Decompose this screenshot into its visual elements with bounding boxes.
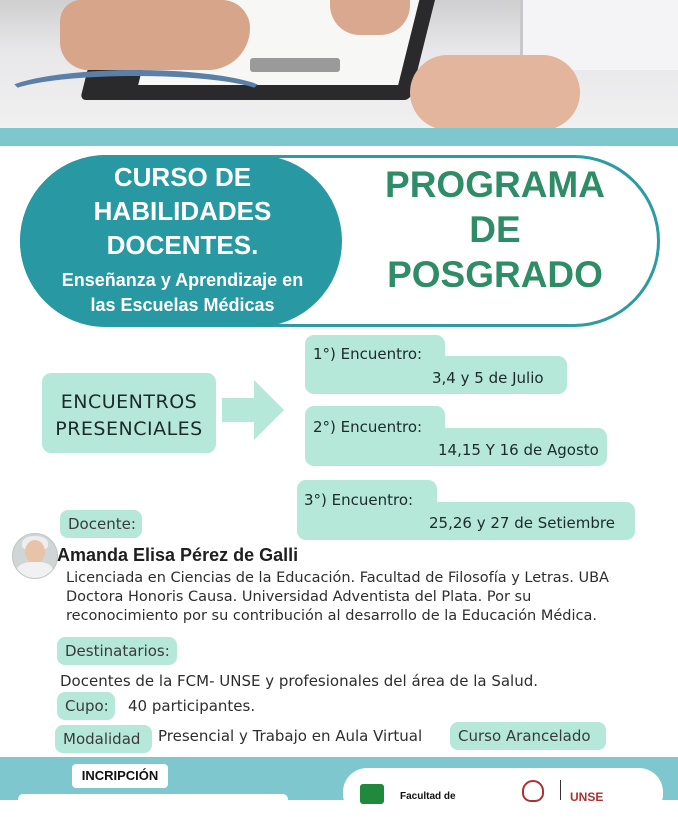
encuentro-3-dates: 25,26 y 27 de Setiembre: [429, 514, 615, 532]
program-title-line: POSGRADO: [387, 254, 603, 295]
right-arrow-icon: [222, 380, 284, 440]
faculty-logo-icon: [360, 784, 384, 804]
cupo-label: Cupo:: [57, 692, 115, 720]
course-title: [30, 160, 335, 318]
unse-logo-text: UNSE: [570, 790, 604, 804]
faculty-logo-text: Facultad de: [400, 791, 456, 802]
encuentros-label-line: ENCUENTROS: [60, 391, 198, 413]
encuentro-3-title: 3°) Encuentro:: [304, 491, 414, 509]
modalidad-label: Modalidad: [55, 725, 152, 753]
clipboard-clip: [250, 58, 340, 72]
encuentros-label-line: PRESENCIALES: [55, 418, 203, 440]
encuentro-2-title: 2°) Encuentro:: [313, 418, 423, 436]
docente-bio: [66, 569, 666, 626]
program-title-line: PROGRAMA: [385, 164, 605, 205]
stethoscope: [0, 70, 272, 122]
top-band: [0, 128, 678, 146]
destinatarios-text: Docentes de la FCM- UNSE y profesionales del área de la Salud.: [60, 672, 538, 690]
course-title-line: HABILIDADES: [93, 196, 272, 226]
cupo-text: 40 participantes.: [128, 697, 256, 715]
fee-badge: Curso Arancelado: [450, 722, 606, 750]
program-title: [360, 162, 630, 297]
course-subtitle-line: Enseñanza y Aprendizaje en: [61, 270, 304, 290]
course-title-line: CURSO DE: [113, 162, 252, 192]
docente-bio-line: Doctora Honoris Causa. Universidad Adventista del Plata. Por su: [66, 589, 532, 605]
docente-name: Amanda Elisa Pérez de Galli: [57, 545, 299, 565]
inscripcion-button[interactable]: INCRIPCIÓN: [72, 764, 168, 788]
doctor-hand: [60, 0, 250, 70]
destinatarios-label: Destinatarios:: [57, 637, 177, 665]
docente-label: Docente:: [60, 510, 142, 538]
modalidad-text: Presencial y Trabajo en Aula Virtual: [158, 727, 423, 745]
course-title-line: DOCENTES.: [106, 230, 259, 260]
logos-panel: [343, 768, 663, 818]
inscripcion-link-bar[interactable]: [18, 794, 288, 804]
encuentro-2-dates: 14,15 Y 16 de Agosto: [438, 441, 599, 459]
encuentro-1-title: 1°) Encuentro:: [313, 345, 423, 363]
logo-divider: [560, 780, 561, 800]
course-subtitle-line: las Escuelas Médicas: [90, 295, 275, 315]
docente-bio-line: Licenciada en Ciencias de la Educación. Facultad de Filosofía y Letras. UBA: [66, 570, 609, 586]
docente-bio-line: reconocimiento por su contribución al desarrollo de la Educación Médica.: [66, 608, 597, 624]
encuentro-1-dates: 3,4 y 5 de Julio: [432, 369, 544, 387]
patient-hands: [410, 55, 580, 128]
program-title-line: DE: [469, 209, 521, 250]
header-photo: [0, 0, 678, 128]
unse-crest-icon: [522, 780, 544, 802]
avatar: [12, 533, 58, 579]
encuentros-presenciales-box: [42, 373, 216, 453]
